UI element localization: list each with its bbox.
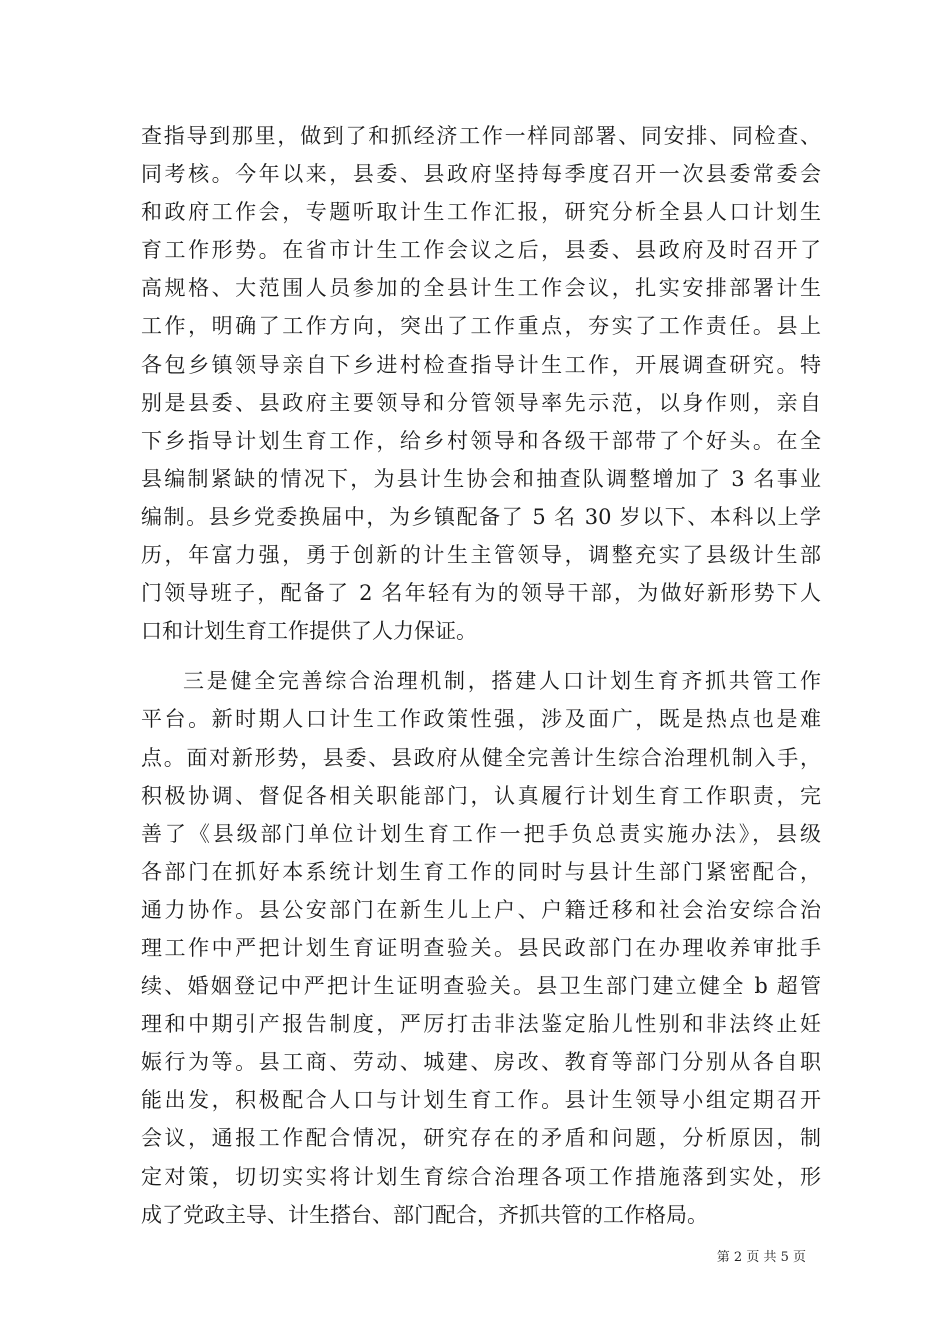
text-line: 理工作中严把计划生育证明查验关。县民政部门在办理收养审批手 — [141, 935, 821, 960]
text-line: 理和中期引产报告制度，严厉打击非法鉴定胎儿性别和非法终止妊 — [141, 1012, 821, 1037]
text-line: 门领导班子，配备了 2 名年轻有为的领导干部，为做好新形势下人 — [141, 581, 821, 606]
text-line: 别是县委、县政府主要领导和分管领导率先示范，以身作则，亲自 — [141, 390, 821, 415]
text-line: 县编制紧缺的情况下，为县计生协会和抽查队调整增加了 3 名事业 — [141, 466, 821, 491]
text-line: 各部门在抓好本系统计划生育工作的同时与县计生部门紧密配合， — [141, 859, 821, 884]
text-line: 善了《县级部门单位计划生育工作一把手负总责实施办法》，县级 — [141, 821, 821, 846]
text-line: 各包乡镇领导亲自下乡进村检查指导计生工作，开展调查研究。特 — [141, 352, 821, 377]
text-line: 下乡指导计划生育工作，给乡村领导和各级干部带了个好头。在全 — [141, 428, 821, 453]
text-line: 娠行为等。县工商、劳动、城建、房改、教育等部门分别从各自职 — [141, 1050, 821, 1075]
text-line: 通力协作。县公安部门在新生儿上户、户籍迁移和社会治安综合治 — [141, 897, 821, 922]
page-number-footer: 第 2 页 共 5 页 — [716, 1250, 806, 1265]
text-line: 会议，通报工作配合情况，研究存在的矛盾和问题，分析原因，制 — [141, 1126, 821, 1151]
text-line: 点。面对新形势，县委、县政府从健全完善计生综合治理机制入手， — [141, 745, 821, 770]
text-line: 续、婚姻登记中严把计生证明查验关。县卫生部门建立健全 b 超管 — [141, 974, 821, 999]
text-line: 能出发，积极配合人口与计划生育工作。县计生领导小组定期召开 — [141, 1088, 821, 1113]
text-line: 三是健全完善综合治理机制，搭建人口计划生育齐抓共管工作 — [183, 669, 821, 694]
paragraph-spacer — [141, 650, 821, 662]
text-line: 高规格、大范围人员参加的全县计生工作会议，扎实安排部署计生 — [141, 276, 821, 301]
text-line: 成了党政主导、计生搭台、部门配合，齐抓共管的工作格局。 — [141, 1202, 708, 1227]
text-line: 工作，明确了工作方向，突出了工作重点，夯实了工作责任。县上 — [141, 314, 821, 339]
text-line: 育工作形势。在省市计生工作会议之后，县委、县政府及时召开了 — [141, 238, 821, 263]
text-line: 历，年富力强，勇于创新的计生主管领导，调整充实了县级计生部 — [141, 543, 821, 568]
text-line: 平台。新时期人口计生工作政策性强，涉及面广，既是热点也是难 — [141, 707, 821, 732]
paragraph-2 — [141, 662, 821, 1233]
text-line: 和政府工作会，专题听取计生工作汇报，研究分析全县人口计划生 — [141, 200, 821, 225]
text-line: 积极协调、督促各相关职能部门，认真履行计划生育工作职责，完 — [141, 783, 821, 808]
document-body — [141, 117, 821, 1234]
text-line: 同考核。今年以来，县委、县政府坚持每季度召开一次县委常委会 — [141, 162, 821, 187]
text-line: 编制。县乡党委换届中，为乡镇配备了 5 名 30 岁以下、本科以上学 — [141, 504, 821, 529]
text-line: 口和计划生育工作提供了人力保证。 — [141, 619, 477, 644]
text-line: 查指导到那里，做到了和抓经济工作一样同部署、同安排、同检查、 — [141, 124, 821, 148]
text-line: 定对策，切切实实将计划生育综合治理各项工作措施落到实处，形 — [141, 1164, 821, 1189]
paragraph-1 — [141, 117, 821, 650]
